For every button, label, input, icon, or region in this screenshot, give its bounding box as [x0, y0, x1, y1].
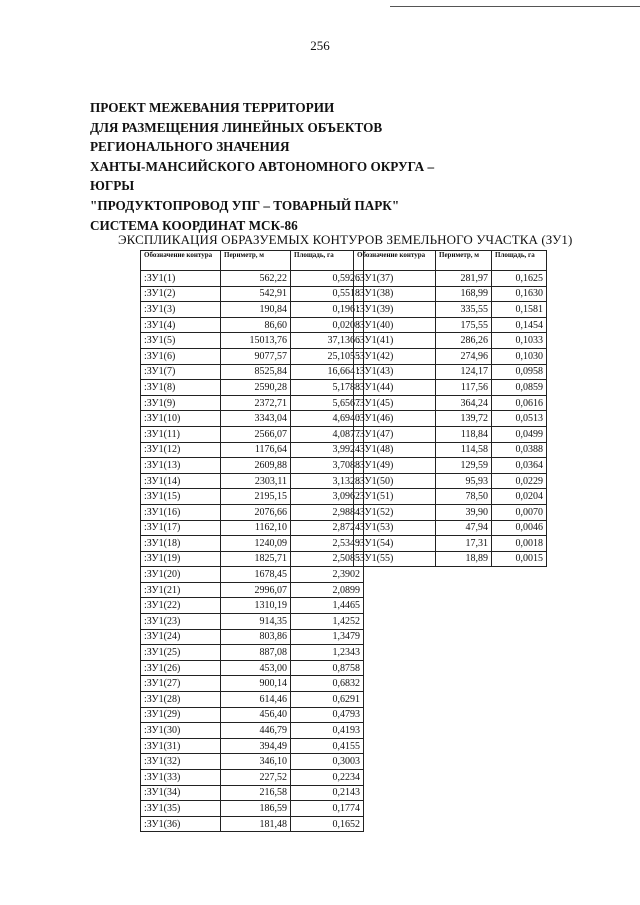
table-row [354, 286, 547, 302]
cell-perimeter: 216,58 [221, 785, 291, 801]
cell-designation: :ЗУ1(38) [354, 286, 436, 302]
cell-area: 0,3003 [291, 754, 364, 770]
cell-area: 0,2143 [291, 785, 364, 801]
table-row [141, 333, 364, 349]
cell-perimeter: 1678,45 [221, 567, 291, 583]
table-row [354, 411, 547, 427]
table-row [141, 348, 364, 364]
table-row [354, 489, 547, 505]
cell-area: 0,1652 [291, 816, 364, 832]
cell-area: 0,8758 [291, 660, 364, 676]
cell-perimeter: 15013,76 [221, 333, 291, 349]
cell-perimeter: 78,50 [436, 489, 492, 505]
cell-perimeter: 3343,04 [221, 411, 291, 427]
table-row [141, 364, 364, 380]
cell-designation: :ЗУ1(41) [354, 333, 436, 349]
table-row [354, 348, 547, 364]
table-row [141, 458, 364, 474]
cell-perimeter: 453,00 [221, 660, 291, 676]
cell-designation: :ЗУ1(31) [141, 738, 221, 754]
cell-perimeter: 346,10 [221, 754, 291, 770]
table-row [141, 801, 364, 817]
cell-perimeter: 86,60 [221, 317, 291, 333]
cell-designation: :ЗУ1(40) [354, 317, 436, 333]
table-row [354, 271, 547, 287]
cell-area: 0,5518 [291, 286, 364, 302]
cell-perimeter: 2076,66 [221, 504, 291, 520]
cell-designation: :ЗУ1(36) [141, 816, 221, 832]
cell-area: 2,0899 [291, 582, 364, 598]
cell-area: 2,8724 [291, 520, 364, 536]
title-line: СИСТЕМА КООРДИНАТ МСК-86 [90, 217, 298, 233]
cell-perimeter: 281,97 [436, 271, 492, 287]
table-row [141, 770, 364, 786]
table-row [354, 504, 547, 520]
cell-designation: :ЗУ1(7) [141, 364, 221, 380]
table-row [141, 816, 364, 832]
cell-perimeter: 117,56 [436, 380, 492, 396]
cell-designation: :ЗУ1(46) [354, 411, 436, 427]
cell-designation: :ЗУ1(37) [354, 271, 436, 287]
table-row [141, 582, 364, 598]
cell-designation: :ЗУ1(32) [141, 754, 221, 770]
table-row [141, 395, 364, 411]
table-row [141, 754, 364, 770]
cell-perimeter: 9077,57 [221, 348, 291, 364]
cell-designation: :ЗУ1(5) [141, 333, 221, 349]
table-row [141, 567, 364, 583]
cell-designation: :ЗУ1(43) [354, 364, 436, 380]
cell-perimeter: 1310,19 [221, 598, 291, 614]
table-title: ЭКСПЛИКАЦИЯ ОБРАЗУЕМЫХ КОНТУРОВ ЗЕМЕЛЬНОГО УЧАСТКА (ЗУ1) [118, 232, 573, 247]
cell-designation: :ЗУ1(24) [141, 629, 221, 645]
cell-area: 1,3479 [291, 629, 364, 645]
cell-perimeter: 2372,71 [221, 395, 291, 411]
cell-perimeter: 803,86 [221, 629, 291, 645]
cell-area: 4,0877 [291, 426, 364, 442]
cell-designation: :ЗУ1(16) [141, 504, 221, 520]
cell-area: 5,1788 [291, 380, 364, 396]
cell-designation: :ЗУ1(4) [141, 317, 221, 333]
table-row [141, 598, 364, 614]
cell-perimeter: 95,93 [436, 473, 492, 489]
cell-area: 0,0499 [492, 426, 547, 442]
cell-area: 0,5926 [291, 271, 364, 287]
cell-area: 5,6567 [291, 395, 364, 411]
cell-area: 1,4465 [291, 598, 364, 614]
cell-perimeter: 17,31 [436, 536, 492, 552]
cell-designation: :ЗУ1(51) [354, 489, 436, 505]
cell-area: 0,0018 [492, 536, 547, 552]
cell-perimeter: 274,96 [436, 348, 492, 364]
table-row [141, 489, 364, 505]
cell-perimeter: 446,79 [221, 723, 291, 739]
cell-perimeter: 175,55 [436, 317, 492, 333]
cell-designation: :ЗУ1(6) [141, 348, 221, 364]
table-row [141, 520, 364, 536]
cell-area: 3,1328 [291, 473, 364, 489]
cell-perimeter: 139,72 [436, 411, 492, 427]
cell-area: 3,0962 [291, 489, 364, 505]
table-row [354, 473, 547, 489]
cell-area: 0,1630 [492, 286, 547, 302]
cell-area: 0,1030 [492, 348, 547, 364]
table-row [141, 723, 364, 739]
cell-area: 0,1033 [492, 333, 547, 349]
cell-perimeter: 914,35 [221, 614, 291, 630]
table-row [141, 271, 364, 287]
cell-designation: :ЗУ1(11) [141, 426, 221, 442]
cell-perimeter: 114,58 [436, 442, 492, 458]
cell-perimeter: 614,46 [221, 692, 291, 708]
cell-designation: :ЗУ1(39) [354, 302, 436, 318]
table-row [354, 426, 547, 442]
cell-perimeter: 542,91 [221, 286, 291, 302]
cell-perimeter: 286,26 [436, 333, 492, 349]
header-designation: Обозначение контура [354, 251, 436, 271]
header-perimeter: Периметр, м [221, 251, 291, 271]
cell-perimeter: 39,90 [436, 504, 492, 520]
cell-perimeter: 887,08 [221, 645, 291, 661]
cell-area: 0,1961 [291, 302, 364, 318]
cell-perimeter: 18,89 [436, 551, 492, 567]
cell-designation: :ЗУ1(3) [141, 302, 221, 318]
cell-perimeter: 456,40 [221, 707, 291, 723]
table-row [354, 364, 547, 380]
cell-area: 0,6832 [291, 676, 364, 692]
table-row [141, 380, 364, 396]
cell-area: 2,5085 [291, 551, 364, 567]
cell-designation: :ЗУ1(30) [141, 723, 221, 739]
title-line: ПРОЕКТ МЕЖЕВАНИЯ ТЕРРИТОРИИ [90, 100, 335, 115]
cell-designation: :ЗУ1(34) [141, 785, 221, 801]
cell-perimeter: 1162,10 [221, 520, 291, 536]
explication-table-left [140, 250, 364, 832]
table-row [141, 473, 364, 489]
table-row [141, 302, 364, 318]
title-line: "ПРОДУКТОПРОВОД УПГ – ТОВАРНЫЙ ПАРК" [90, 197, 400, 213]
cell-designation: :ЗУ1(33) [141, 770, 221, 786]
table-row [141, 536, 364, 552]
table-row [141, 738, 364, 754]
cell-designation: :ЗУ1(26) [141, 660, 221, 676]
cell-perimeter: 118,84 [436, 426, 492, 442]
cell-perimeter: 2996,07 [221, 582, 291, 598]
page-number: 256 [310, 38, 330, 53]
cell-designation: :ЗУ1(44) [354, 380, 436, 396]
cell-area: 2,5349 [291, 536, 364, 552]
cell-area: 0,1454 [492, 317, 547, 333]
cell-designation: :ЗУ1(55) [354, 551, 436, 567]
cell-designation: :ЗУ1(9) [141, 395, 221, 411]
cell-area: 0,0388 [492, 442, 547, 458]
cell-perimeter: 129,59 [436, 458, 492, 474]
table-row [141, 286, 364, 302]
table-row [141, 660, 364, 676]
cell-area: 0,4793 [291, 707, 364, 723]
table-row [141, 629, 364, 645]
cell-perimeter: 186,59 [221, 801, 291, 817]
cell-perimeter: 227,52 [221, 770, 291, 786]
cell-designation: :ЗУ1(35) [141, 801, 221, 817]
table-row [354, 317, 547, 333]
cell-designation: :ЗУ1(45) [354, 395, 436, 411]
cell-area: 25,1055 [291, 348, 364, 364]
cell-area: 0,0208 [291, 317, 364, 333]
table-row [354, 380, 547, 396]
table-header-row [141, 251, 364, 271]
cell-perimeter: 2590,28 [221, 380, 291, 396]
table-row [354, 520, 547, 536]
cell-designation: :ЗУ1(47) [354, 426, 436, 442]
cell-area: 0,4155 [291, 738, 364, 754]
table-row [141, 442, 364, 458]
cell-area: 0,1774 [291, 801, 364, 817]
cell-perimeter: 8525,84 [221, 364, 291, 380]
cell-area: 0,0046 [492, 520, 547, 536]
cell-perimeter: 1176,64 [221, 442, 291, 458]
cell-designation: :ЗУ1(14) [141, 473, 221, 489]
table-row [354, 395, 547, 411]
cell-designation: :ЗУ1(21) [141, 582, 221, 598]
cell-perimeter: 190,84 [221, 302, 291, 318]
cell-area: 37,1366 [291, 333, 364, 349]
cell-designation: :ЗУ1(53) [354, 520, 436, 536]
table-row [141, 707, 364, 723]
table-row [141, 785, 364, 801]
cell-perimeter: 2195,15 [221, 489, 291, 505]
cell-designation: :ЗУ1(18) [141, 536, 221, 552]
table-row [141, 614, 364, 630]
cell-area: 1,2343 [291, 645, 364, 661]
table-row [141, 411, 364, 427]
cell-designation: :ЗУ1(27) [141, 676, 221, 692]
top-rule [390, 6, 640, 7]
cell-perimeter: 2566,07 [221, 426, 291, 442]
cell-designation: :ЗУ1(52) [354, 504, 436, 520]
cell-perimeter: 1825,71 [221, 551, 291, 567]
cell-designation: :ЗУ1(50) [354, 473, 436, 489]
cell-area: 0,0513 [492, 411, 547, 427]
cell-area: 0,6291 [291, 692, 364, 708]
cell-perimeter: 335,55 [436, 302, 492, 318]
table-row [141, 426, 364, 442]
cell-area: 1,4252 [291, 614, 364, 630]
explication-table-right [353, 250, 547, 567]
cell-area: 2,3902 [291, 567, 364, 583]
cell-designation: :ЗУ1(15) [141, 489, 221, 505]
cell-perimeter: 181,48 [221, 816, 291, 832]
cell-perimeter: 394,49 [221, 738, 291, 754]
cell-designation: :ЗУ1(2) [141, 286, 221, 302]
cell-designation: :ЗУ1(49) [354, 458, 436, 474]
table-row [141, 645, 364, 661]
cell-designation: :ЗУ1(42) [354, 348, 436, 364]
cell-perimeter: 900,14 [221, 676, 291, 692]
cell-designation: :ЗУ1(8) [141, 380, 221, 396]
table-row [354, 551, 547, 567]
cell-designation: :ЗУ1(25) [141, 645, 221, 661]
cell-area: 0,0229 [492, 473, 547, 489]
table-row [141, 317, 364, 333]
table-row [354, 442, 547, 458]
cell-area: 2,9884 [291, 504, 364, 520]
cell-perimeter: 47,94 [436, 520, 492, 536]
cell-area: 0,0616 [492, 395, 547, 411]
cell-perimeter: 2303,11 [221, 473, 291, 489]
cell-designation: :ЗУ1(23) [141, 614, 221, 630]
cell-area: 0,1581 [492, 302, 547, 318]
cell-designation: :ЗУ1(20) [141, 567, 221, 583]
cell-perimeter: 562,22 [221, 271, 291, 287]
cell-designation: :ЗУ1(1) [141, 271, 221, 287]
cell-area: 3,9924 [291, 442, 364, 458]
title-line: ХАНТЫ-МАНСИЙСКОГО АВТОНОМНОГО ОКРУГА – [90, 158, 435, 174]
cell-designation: :ЗУ1(48) [354, 442, 436, 458]
cell-area: 0,0204 [492, 489, 547, 505]
cell-area: 0,0859 [492, 380, 547, 396]
cell-area: 0,0070 [492, 504, 547, 520]
cell-designation: :ЗУ1(28) [141, 692, 221, 708]
cell-area: 0,2234 [291, 770, 364, 786]
table-row [354, 333, 547, 349]
table-row [141, 551, 364, 567]
cell-designation: :ЗУ1(17) [141, 520, 221, 536]
cell-perimeter: 2609,88 [221, 458, 291, 474]
table-row [354, 536, 547, 552]
cell-area: 0,1625 [492, 271, 547, 287]
title-line: ЮГРЫ [90, 178, 135, 194]
table-row [141, 504, 364, 520]
cell-area: 0,0958 [492, 364, 547, 380]
cell-area: 0,4193 [291, 723, 364, 739]
cell-designation: :ЗУ1(19) [141, 551, 221, 567]
cell-area: 4,6940 [291, 411, 364, 427]
table-row [354, 302, 547, 318]
cell-designation: :ЗУ1(13) [141, 458, 221, 474]
cell-area: 3,7088 [291, 458, 364, 474]
title-line: ДЛЯ РАЗМЕЩЕНИЯ ЛИНЕЙНЫХ ОБЪЕКТОВ [90, 119, 383, 135]
cell-perimeter: 364,24 [436, 395, 492, 411]
header-designation: Обозначение контура [141, 251, 221, 271]
cell-designation: :ЗУ1(22) [141, 598, 221, 614]
table-row [141, 676, 364, 692]
cell-area: 0,0015 [492, 551, 547, 567]
cell-area: 0,0364 [492, 458, 547, 474]
cell-designation: :ЗУ1(29) [141, 707, 221, 723]
cell-designation: :ЗУ1(54) [354, 536, 436, 552]
cell-perimeter: 1240,09 [221, 536, 291, 552]
table-header-row [354, 251, 547, 271]
header-area: Площадь, га [492, 251, 547, 271]
header-area: Площадь, га [291, 251, 364, 271]
title-line: РЕГИОНАЛЬНОГО ЗНАЧЕНИЯ [90, 139, 290, 155]
table-row [354, 458, 547, 474]
table-row [141, 692, 364, 708]
cell-designation: :ЗУ1(10) [141, 411, 221, 427]
header-perimeter: Периметр, м [436, 251, 492, 271]
cell-perimeter: 168,99 [436, 286, 492, 302]
document-title [90, 98, 434, 235]
cell-perimeter: 124,17 [436, 364, 492, 380]
cell-designation: :ЗУ1(12) [141, 442, 221, 458]
cell-area: 16,6641 [291, 364, 364, 380]
